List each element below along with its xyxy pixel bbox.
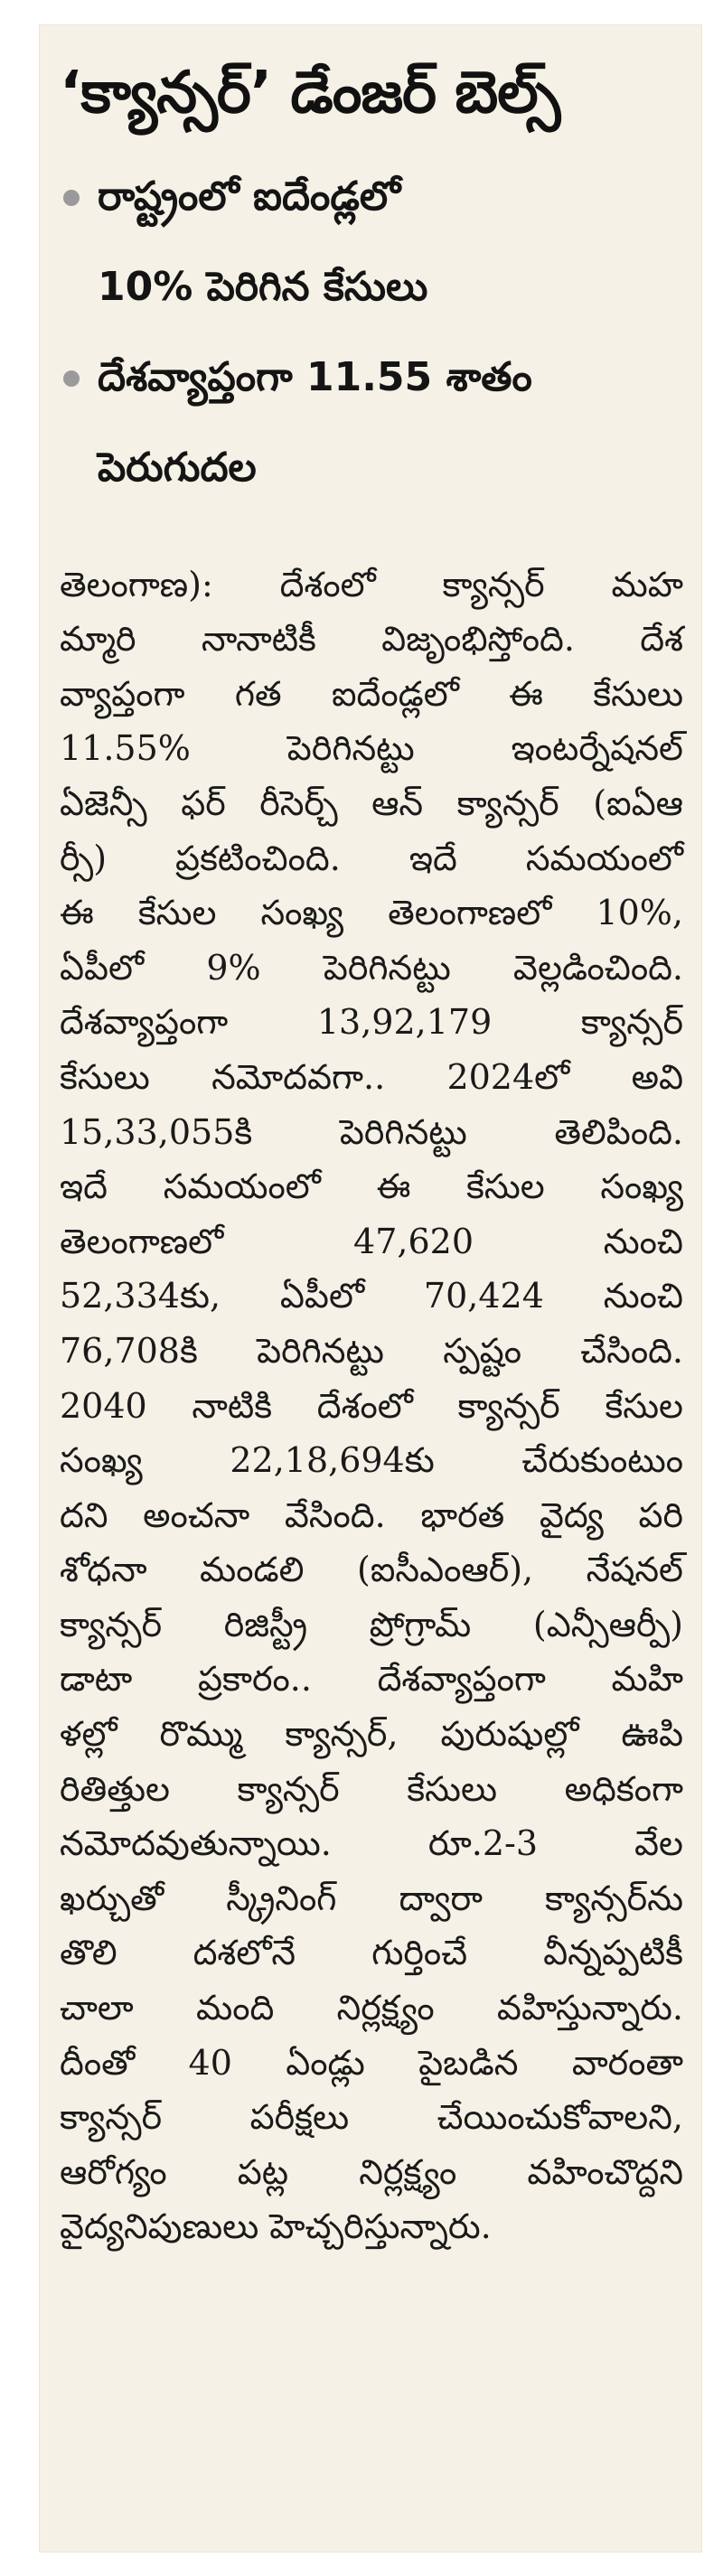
body-line: 15,33,055కి పెరిగినట్టు తెలిపింది. <box>60 1111 683 1152</box>
body-line: ఏజెన్సీ ఫర్ రీసెర్చ్ ఆన్ క్యాన్సర్ (ఐఏఆ <box>60 782 683 823</box>
headline: ‘క్యాన్సర్’ డేంజర్ బెల్స్ <box>60 60 560 126</box>
body-line: 2040 నాటికి దేశంలో క్యాన్సర్ కేసుల <box>60 1385 683 1426</box>
body-line: ఈ కేసుల సంఖ్య తెలంగాణలో 10%, <box>60 893 683 933</box>
body-line: సంఖ్య 22,18,694కు చేరుకుంటుం <box>60 1440 683 1481</box>
bullet-line: పెరుగుదల <box>98 445 257 491</box>
bullet-line: దేశవ్యాప్తంగా 11.55 శాతం <box>98 354 532 400</box>
body-line: దీంతో 40 ఏండ్లు పైబడిన వారంతా <box>60 2042 683 2083</box>
body-line: నమోదవుతున్నాయి. రూ.2-3 వేల <box>60 1823 683 1864</box>
bullet-point <box>60 152 683 333</box>
body-line: డాటా ప్రకారం.. దేశవ్యాప్తంగా మహి <box>60 1659 683 1700</box>
body-line: కేసులు నమోదవగా.. 2024లో అవి <box>60 1056 683 1097</box>
body-line: తెలంగాణ): దేశంలో క్యాన్సర్ మహ <box>60 564 683 604</box>
bullet-point <box>60 333 683 513</box>
body-line: ర్సీ) ప్రకటించింది. ఇదే సమయంలో <box>60 838 683 878</box>
body-line: దని అంచనా వేసింది. భారత వైద్య పరి <box>60 1494 683 1535</box>
body-line: తెలంగాణలో 47,620 నుంచి <box>60 1221 683 1261</box>
body-line: చాలా మంది నిర్లక్ష్యం వహిస్తున్నారు. <box>60 1988 683 2028</box>
body-line: 76,708కి పెరిగినట్టు స్పష్టం చేసింది. <box>60 1330 683 1371</box>
body-line: దేశవ్యాప్తంగా 13,92,179 క్యాన్సర్ <box>60 1002 683 1043</box>
bullet-dot-icon <box>63 190 80 206</box>
bullet-dot-icon <box>63 370 80 387</box>
body-line: వైద్యనిపుణులు హెచ్చరిస్తున్నారు. <box>60 2206 492 2247</box>
body-line <box>60 502 683 557</box>
body-line: ఇదే సమయంలో ఈ కేసుల సంఖ్య <box>60 1166 683 1207</box>
body-line: ళల్లో రొమ్ము క్యాన్సర్, పురుషుల్లో ఊపి <box>60 1714 683 1755</box>
body-line: తొలి దశలోనే గుర్తించే వీన్నప్పటికీ <box>60 1933 683 1973</box>
body-line: ఆరోగ్యం పట్ల నిర్లక్ష్యం వహించొద్దని <box>60 2151 683 2192</box>
body-line: క్యాన్సర్ రిజిస్ట్రీ ప్రోగ్రామ్ (ఎన్సీఆర్పీ) <box>60 1604 683 1644</box>
article-body <box>60 502 683 2254</box>
body-line: 52,334కు, ఏపీలో 70,424 నుంచి <box>60 1276 683 1316</box>
body-line: రితిత్తుల క్యాన్సర్ కేసులు అధికంగా <box>60 1768 683 1809</box>
body-line: శోధనా మండలి (ఐసీఎంఆర్), నేషనల్ <box>60 1550 683 1590</box>
body-line: క్యాన్సర్ పరీక్షలు చేయించుకోవాలని, <box>60 2097 683 2138</box>
bullet-line: 10% పెరిగిన కేసులు <box>98 264 428 310</box>
body-line: మ్మారి నానాటికీ విజృంభిస్తోంది. దేశ <box>60 619 683 660</box>
body-line: ఖర్చుతో స్క్రీనింగ్ ద్వారా క్యాన్సర్‌ను <box>60 1878 683 1918</box>
bullet-line: రాష్ట్రంలో ఐదేండ్లలో <box>98 173 401 220</box>
body-line: 11.55% పెరిగినట్టు ఇంటర్నేషనల్ <box>60 728 683 769</box>
body-line: ఏపీలో 9% పెరిగినట్టు వెల్లడించింది. <box>60 947 683 988</box>
highlight-bullets <box>60 152 683 513</box>
body-line: వ్యాప్తంగా గత ఐదేండ్లలో ఈ కేసులు <box>60 673 683 714</box>
